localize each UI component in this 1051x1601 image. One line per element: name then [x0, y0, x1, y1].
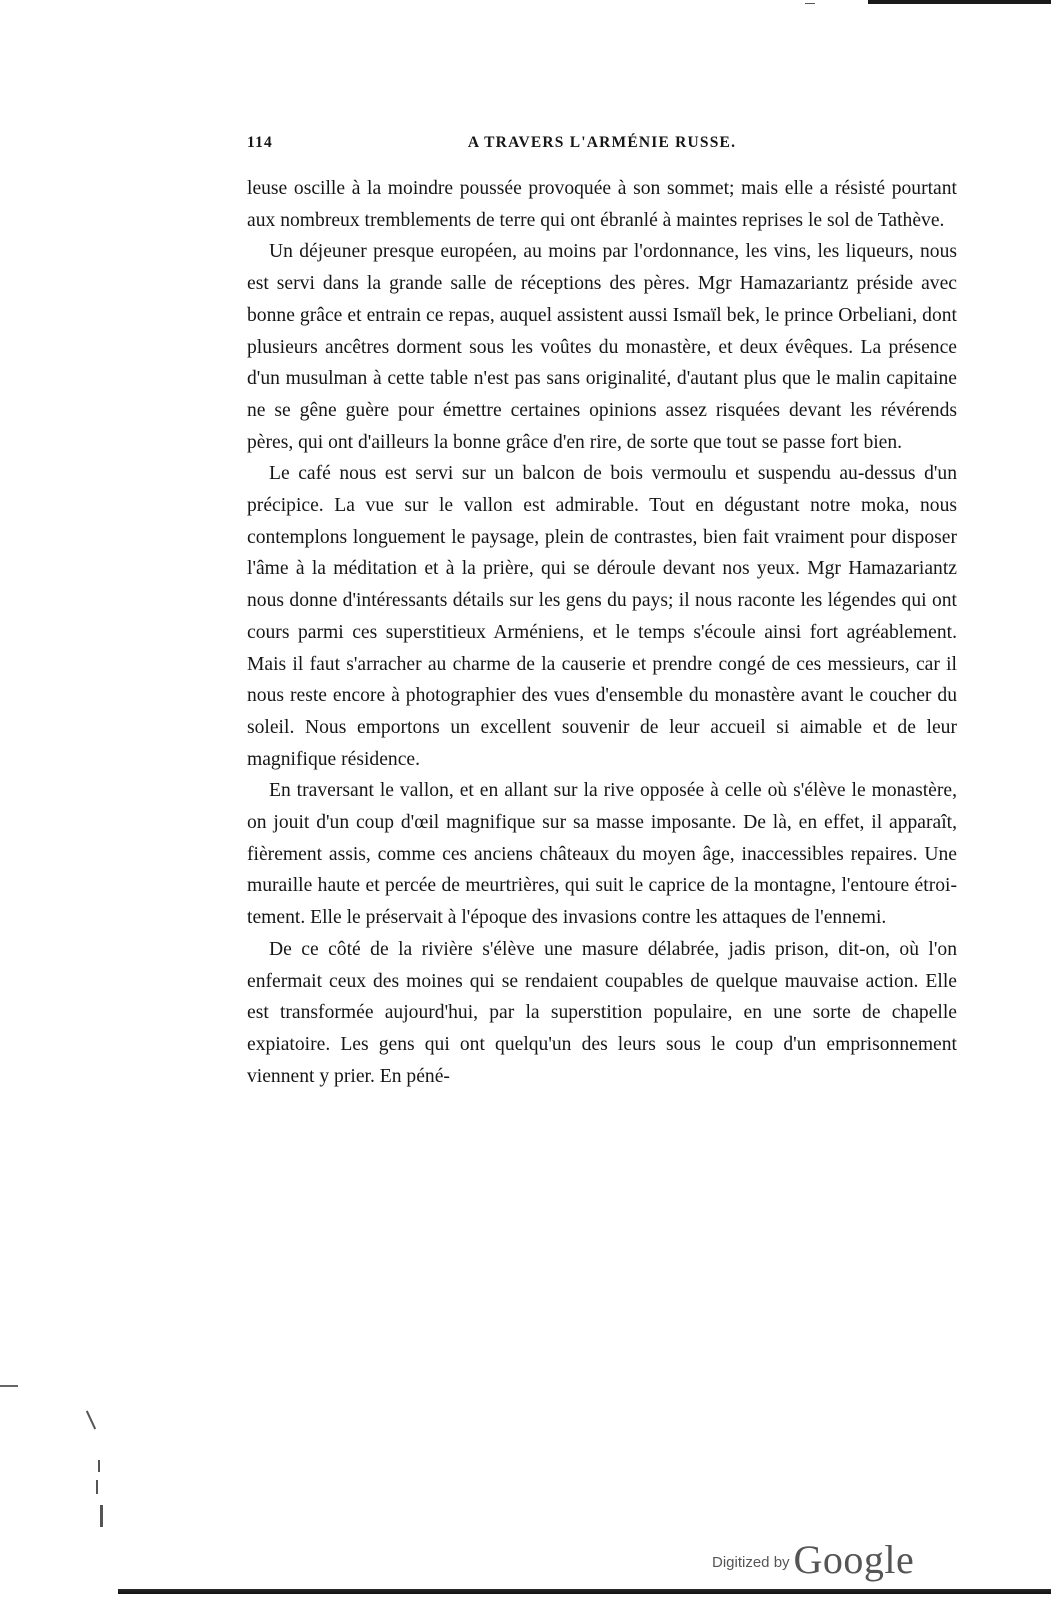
page-header	[247, 134, 957, 160]
paragraph: En traversant le vallon, et en allant sur la rive opposée à celle où s'élève le monastère, on jouit d'un coup d'œil magnifique sur sa masse imposante. De là, en effet, il apparaît, fièrement assis, comme ces anciens châteaux du moyen âge, inaccessibles repaires. Une muraille haute et percée de meurtrières, qui suit le caprice de la montagne, l'entoure étroitement. Elle le préservait à l'époque des invasions contre les attaques de l'ennemi.	[247, 780, 957, 929]
paragraph: De ce côté de la rivière s'élève une masure délabrée, jadis prison, dit-on, où l'on enfermait ceux des moines qui se rendaient coupables de quelque mauvaise action. Elle est transformée aujourd'hui, par la superstition populaire, en une sorte de chapelle expiatoire. Les gens qui ont quelqu'un des leurs sous le coup d'un emprisonnement viennent y prier. En péné-	[247, 938, 957, 1087]
paragraph: leuse oscille à la moindre poussée provoquée à son sommet; mais elle a résisté pourtant aux nombreux tremblements de terre qui ont ébranlé à maintes reprises le sol de Tathève.	[247, 178, 957, 231]
scan-edge-marks	[90, 1410, 120, 1550]
scan-mark	[0, 1385, 18, 1387]
scan-edge-top	[868, 0, 1051, 4]
paragraph: Le café nous est servi sur un balcon de bois vermoulu et suspendu au-dessus d'un précipice. La vue sur le vallon est admirable. Tout en dégustant notre moka, nous contemplons longuement le paysage, plein de contrastes, bien fait vraiment pour disposer l'âme à la méditation et à la prière, qui se déroule devant nos yeux. Mgr Hamazariantz nous donne d'intéressants détails sur les gens du pays; il nous raconte les légendes qui ont cours parmi ces superstitieux Arméniens, et le temps s'écoule ainsi fort agréablement. Mais il faut s'arracher au charme de la causerie et prendre congé de ces messieurs, car il nous reste encore à photographier des vues d'ensemble du monastère avant le coucher du soleil. Nous emportons un excellent souvenir de leur accueil si aimable et de leur magnifique résidence.	[247, 463, 957, 770]
digitized-label: Digitized by	[712, 1554, 790, 1571]
digitized-by-google-watermark	[712, 1523, 914, 1583]
running-title: A TRAVERS L'ARMÉNIE RUSSE.	[467, 134, 737, 151]
page-number: 114	[247, 134, 273, 151]
scan-mark	[805, 3, 815, 4]
paragraph: Un déjeuner presque européen, au moins par l'ordonnance, les vins, les liqueurs, nous est servi dans la grande salle de réceptions des pères. Mgr Hamazariantz préside avec bonne grâce et entrain ce repas, auquel assistent aussi Ismaïl bek, le prince Orbeliani, dont plusieurs ancêtres dorment sous les voûtes du monastère, et deux évêques. La présence d'un musulman à cette table n'est pas sans originalité, d'autant plus que le malin capitaine ne se gêne guère pour émettre certaines opinions assez risquées devant les révérends pères, qui ont d'ailleurs la bonne grâce d'en rire, de sorte que tout se passe fort bien.	[247, 241, 957, 453]
scan-edge-bottom	[118, 1589, 1051, 1594]
body-text	[247, 173, 957, 1092]
google-logo: Google	[793, 1537, 915, 1582]
